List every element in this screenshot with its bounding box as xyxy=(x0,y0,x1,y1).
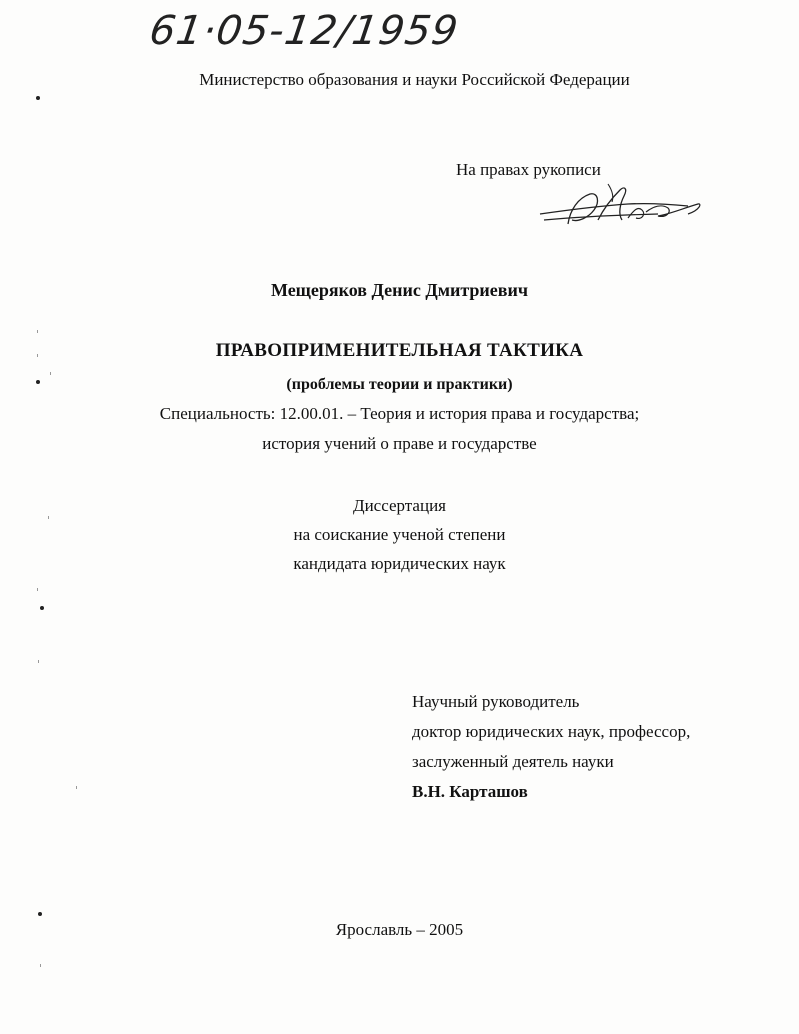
specialty-line-1: Специальность: 12.00.01. – Теория и история права и государства; xyxy=(159,404,640,423)
degree-line-2: кандидата юридических наук xyxy=(293,554,506,573)
supervisor-role: Научный руководитель xyxy=(412,692,580,711)
scan-speck xyxy=(40,964,41,967)
scan-speck xyxy=(37,354,38,357)
author-name: Мещеряков Денис Дмитриевич xyxy=(270,280,529,300)
signature-image xyxy=(538,180,703,232)
scan-speck xyxy=(38,660,39,663)
specialty-line-2: история учений о праве и государстве xyxy=(262,434,537,453)
degree-line-1: на соискание ученой степени xyxy=(293,525,506,544)
scan-speck xyxy=(37,588,38,591)
scan-speck xyxy=(76,786,77,789)
archive-number: 61·05-12/1959 xyxy=(146,8,462,54)
supervisor-name: В.Н. Карташов xyxy=(412,782,528,801)
scan-dot xyxy=(38,912,42,916)
scan-dot xyxy=(36,380,40,384)
scan-speck xyxy=(37,330,38,333)
city-year: Ярославль – 2005 xyxy=(335,920,464,939)
scan-speck xyxy=(50,372,51,375)
dissertation-type: Диссертация xyxy=(352,496,446,515)
supervisor-degree: доктор юридических наук, профессор, xyxy=(412,722,691,741)
scan-dot xyxy=(40,606,44,610)
scan-dot xyxy=(36,96,40,100)
scan-speck xyxy=(48,516,49,519)
dissertation-title: ПРАВОПРИМЕНИТЕЛЬНАЯ ТАКТИКА xyxy=(215,340,584,361)
manuscript-note: На правах рукописи xyxy=(456,160,601,179)
ministry-heading: Министерство образования и науки Российской Федерации xyxy=(199,70,630,89)
dissertation-subtitle: (проблемы теории и практики) xyxy=(286,376,513,393)
supervisor-honor: заслуженный деятель науки xyxy=(412,752,614,771)
